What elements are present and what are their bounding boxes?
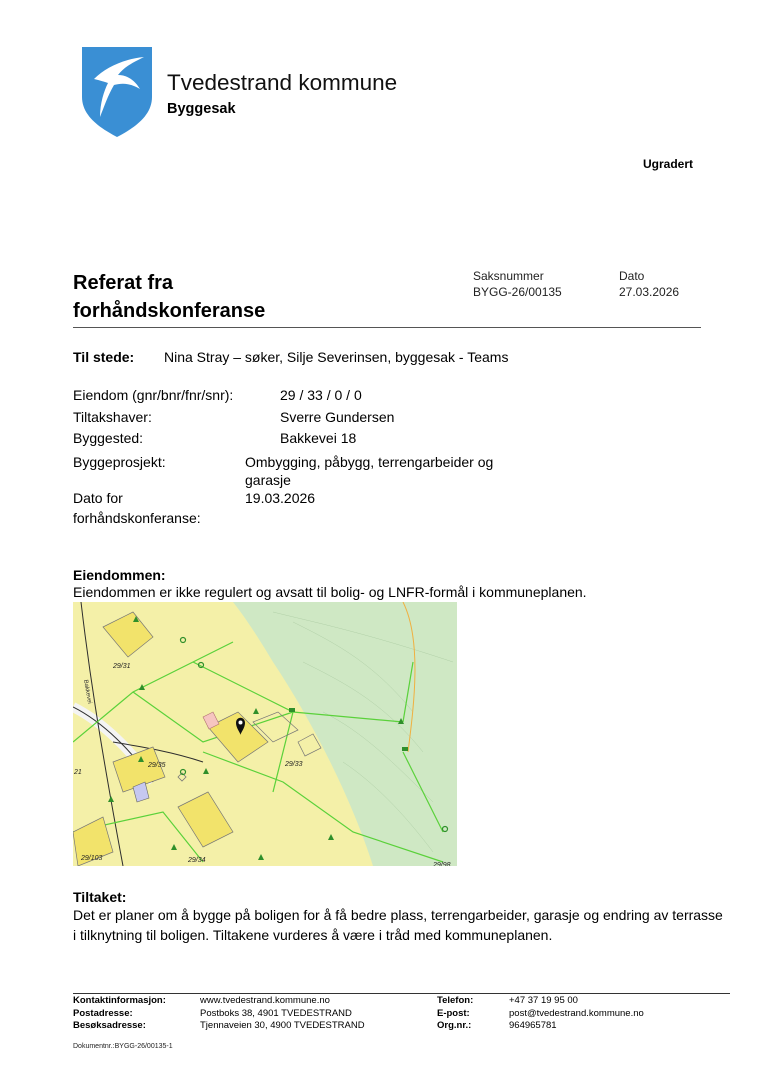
case-number: BYGG-26/00135 [473, 285, 562, 299]
measure-heading: Tiltaket: [73, 889, 127, 905]
org-label: Org.nr.: [437, 1020, 472, 1031]
map-label-29-34: 29/34 [188, 857, 206, 864]
site-label: Byggested: [73, 430, 144, 446]
conference-date-value: 19.03.2026 [245, 490, 316, 506]
municipality-name: Tvedestrand kommune [167, 70, 398, 95]
property-text: Eiendommen er ikke regulert og avsatt til bolig- og LNFR-formål i kommuneplanen. [73, 584, 587, 600]
property-heading: Eiendommen: [73, 567, 166, 583]
map-label-29-103: 29/103 [81, 855, 103, 862]
property-label: Eiendom (gnr/bnr/fnr/snr): [73, 387, 234, 403]
conference-date-label-line-2: forhåndskonferanse: [73, 510, 201, 526]
title-divider [73, 327, 701, 328]
measure-text-line-2: i tilknytning til boligen. Tiltakene vurderes å være i tråd med kommuneplanen. [73, 927, 553, 943]
postal-address: Postboks 38, 4901 TVEDESTRAND [200, 1007, 352, 1019]
phone-number: +47 37 19 95 00 [509, 995, 578, 1006]
map-label-29-33: 29/33 [285, 761, 303, 768]
map-label-29-35: 29/35 [148, 762, 166, 769]
title-line-2: forhåndskonferanse [73, 300, 266, 322]
footer-labels-right [437, 995, 473, 1033]
document-number: Dokumentnr.:BYGG-26/00135-1 [73, 1043, 173, 1050]
footer-divider [73, 993, 730, 994]
date-value: 27.03.2026 [619, 285, 680, 299]
project-value-line-1: Ombygging, påbygg, terrengarbeider og [245, 454, 494, 470]
website-link[interactable]: www.tvedestrand.kommune.no [200, 995, 330, 1006]
footer-values-left [200, 995, 365, 1033]
visit-label: Besøksadresse: [73, 1020, 146, 1031]
owner-value: Sverre Gundersen [280, 409, 395, 425]
phone-label: Telefon: [437, 995, 474, 1006]
classification-label: Ugradert [642, 157, 693, 171]
title-line-1: Referat fra [73, 272, 174, 294]
property-value: 29 / 33 / 0 / 0 [280, 387, 362, 403]
property-map [73, 602, 457, 866]
attendees-value: Nina Stray – søker, Silje Severinsen, byggesak - Teams [164, 349, 509, 365]
email-link[interactable]: post@tvedestrand.kommune.no [509, 1007, 644, 1019]
site-value: Bakkevei 18 [280, 430, 357, 446]
conference-date-label-line-1: Dato for [73, 490, 123, 506]
document-title [73, 269, 373, 325]
email-label: E-post: [437, 1007, 470, 1019]
map-label-29-31: 29/31 [113, 663, 131, 670]
measure-text-line-1: Det er planer om å bygge på boligen for å få bedre plass, terrengarbeider, garasje og endring av terrasse [73, 907, 723, 923]
footer-values-right [509, 995, 644, 1033]
attendees-label: Til stede: [73, 349, 135, 365]
date-label: Dato [619, 269, 645, 283]
project-value-line-2: garasje [245, 472, 291, 488]
org-number: 964965781 [509, 1020, 557, 1031]
postal-label: Postadresse: [73, 1007, 133, 1019]
footer-labels-left [73, 995, 166, 1033]
owner-label: Tiltakshaver: [73, 409, 152, 425]
map-label-21: 21 [74, 769, 82, 776]
visit-address: Tjennaveien 30, 4900 TVEDESTRAND [200, 1020, 365, 1031]
department-name: Byggesak [167, 101, 236, 117]
map-road-label: Bakkevei [82, 679, 93, 705]
project-label: Byggeprosjekt: [73, 454, 166, 470]
swallow-crest-icon [80, 45, 154, 138]
map-label-29-98: 29/98 [433, 862, 451, 866]
contact-label: Kontaktinformasjon: [73, 995, 166, 1006]
case-number-label: Saksnummer [473, 269, 544, 283]
